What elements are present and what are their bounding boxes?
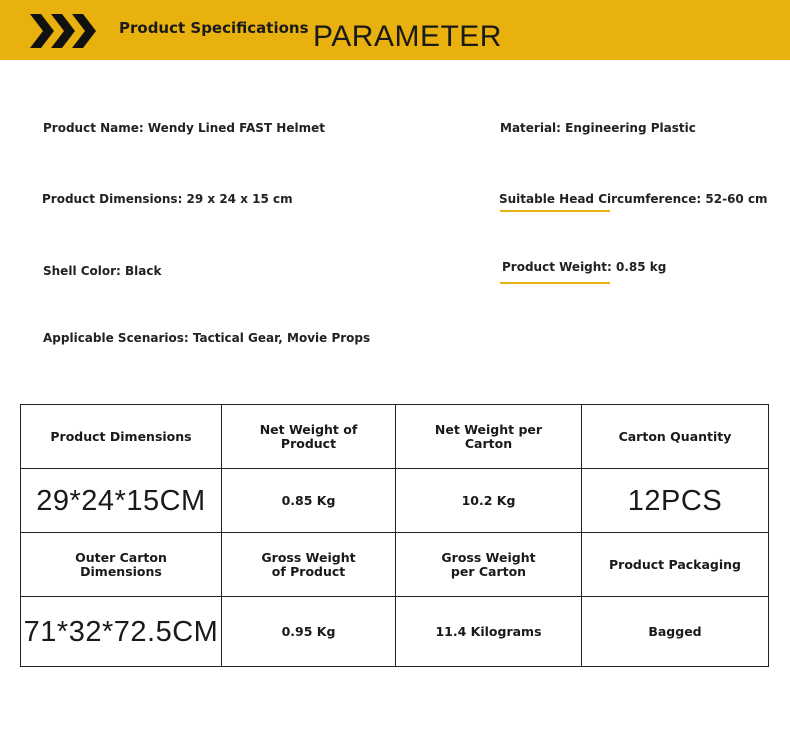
cell-line: Net Weight of [259,421,358,437]
value-net-weight-carton: 10.2 Kg [396,469,582,533]
header-cell-net-weight-carton [396,405,582,469]
table-row [21,533,769,597]
value-net-weight-product: 0.85 Kg [222,469,396,533]
cell-line: per Carton [450,563,527,579]
spec-scenarios: Applicable Scenarios: Tactical Gear, Movie Props [43,331,371,345]
spec-product-name: Product Name: Wendy Lined FAST Helmet [43,121,325,135]
spec-weight: Product Weight: 0.85 kg [502,260,667,274]
cell-line: Gross Weight [441,549,536,565]
spec-dimensions: Product Dimensions: 29 x 24 x 15 cm [42,192,293,206]
parameter-table [20,404,769,667]
spec-head-circumference: Suitable Head Circumference: 52-60 cm [499,192,768,206]
accent-underline [500,210,610,212]
spec-shell-color: Shell Color: Black [43,264,162,278]
header-cell-carton-quantity: Carton Quantity [582,405,769,469]
value-product-dimensions: 29*24*15CM [21,469,222,533]
cell-line: Gross Weight [261,549,356,565]
triple-chevron-right-icon [30,14,100,48]
value-gross-weight-product: 0.95 Kg [222,597,396,667]
cell-line: Product [280,435,337,451]
accent-underline [500,282,610,284]
header-cell-product-packaging: Product Packaging [582,533,769,597]
header-cell-net-weight-product [222,405,396,469]
cell-line: of Product [271,563,346,579]
table-row [21,597,769,667]
header-cell-gross-weight-product [222,533,396,597]
header-cell-product-dimensions: Product Dimensions [21,405,222,469]
header-cell-gross-weight-carton [396,533,582,597]
header-subtitle: PARAMETER [313,20,502,53]
spec-material: Material: Engineering Plastic [500,121,696,135]
value-carton-quantity: 12PCS [582,469,769,533]
header-cell-outer-carton-dimensions [21,533,222,597]
cell-line: Carton [464,435,513,451]
cell-line: Outer Carton [75,549,167,565]
value-product-packaging: Bagged [582,597,769,667]
cell-line: Dimensions [80,563,162,579]
value-outer-carton-dimensions: 71*32*72.5CM [21,597,222,667]
table-row [21,405,769,469]
header-title: Product Specifications [119,19,309,37]
cell-line: Net Weight per [434,421,543,437]
value-gross-weight-carton: 11.4 Kilograms [396,597,582,667]
table-row [21,469,769,533]
header-banner [0,0,790,60]
